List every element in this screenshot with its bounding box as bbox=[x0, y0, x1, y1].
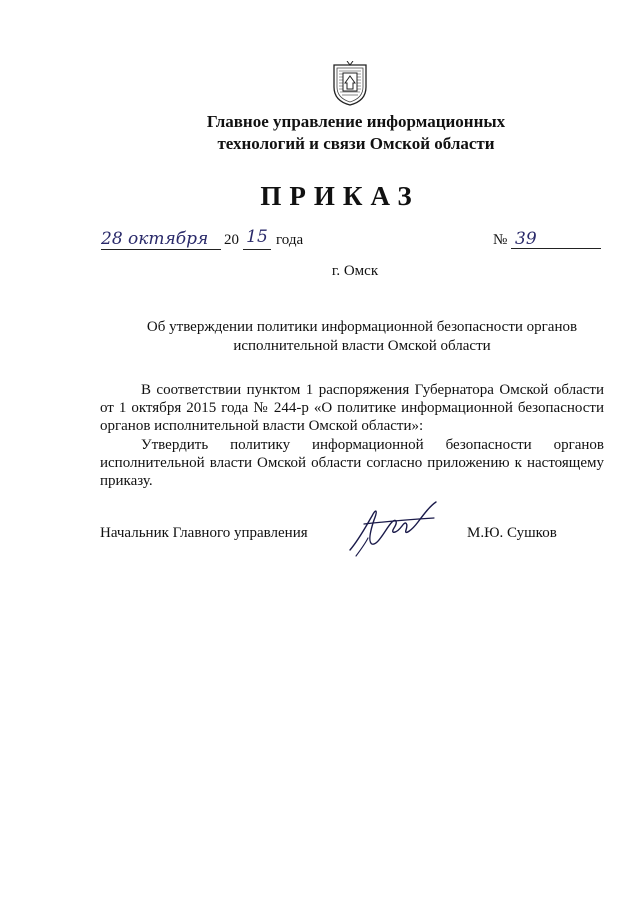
handwritten-signature bbox=[342, 498, 442, 560]
date-suffix: года bbox=[276, 232, 304, 248]
city: г. Омск bbox=[331, 263, 379, 279]
date-year: 15 bbox=[243, 227, 271, 250]
body-paragraph-1: В соответствии пунктом 1 распоряжения Губернатора Омской области от 1 октября 2015 года № 244-р «О политике информационной безопасности органов исполнительной власти Омской области»: bbox=[100, 382, 604, 435]
body-paragraph-2: Утвердить политику информационной безопасности органов исполнительной власти Омской области согласно приложению к настоящему приказу. bbox=[100, 436, 604, 490]
omsk-coat-of-arms-icon bbox=[328, 61, 372, 107]
organization-name-line2: технологий и связи Омской области bbox=[217, 134, 495, 153]
document-number: 39 bbox=[511, 229, 601, 249]
signer-name: М.Ю. Сушков bbox=[467, 525, 557, 541]
date-year-prefix: 20 bbox=[224, 232, 239, 248]
document-body bbox=[100, 381, 604, 490]
date-day: 28 октября bbox=[101, 229, 221, 250]
document-title: ПРИКАЗ bbox=[260, 181, 420, 211]
number-sign: № bbox=[493, 232, 508, 248]
signer-position: Начальник Главного управления bbox=[100, 525, 308, 541]
date-number-row bbox=[0, 229, 640, 255]
organization-name-line1: Главное управление информационных bbox=[206, 112, 506, 131]
document-subject: Об утверждении политики информационной безопасности органов исполнительной власти Омской области bbox=[146, 319, 578, 354]
